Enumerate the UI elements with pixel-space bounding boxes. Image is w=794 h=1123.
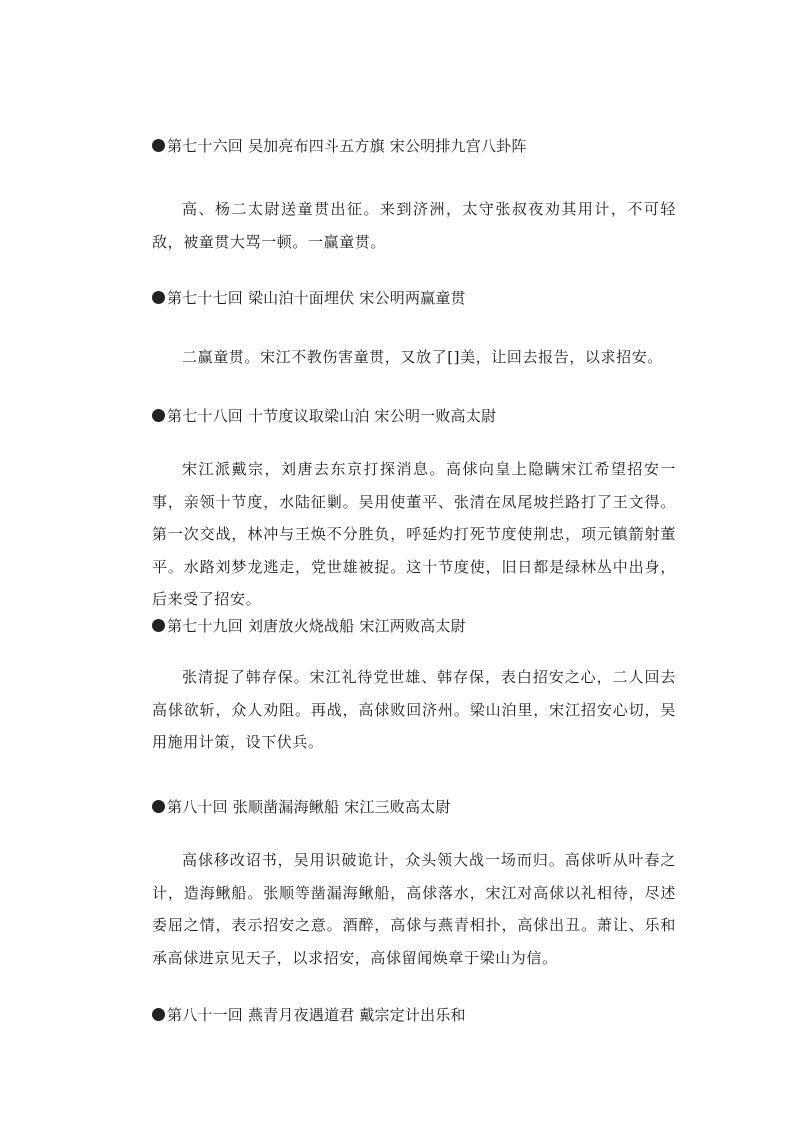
- chapter-heading-77: [152, 288, 692, 308]
- chapter-summary-78: 宋江派戴宗，刘唐去东京打探消息。高俅向皇上隐瞒宋江希望招安一事，亲领十节度，水陆征剿。吴用使董平、张清在凤尾坡拦路打了王文得。第一次交战，林冲与王焕不分胜负，呼延灼打死节度使荆忠，项元镇箭射董平。水路刘梦龙逃走，党世雄被捉。这十节度使，旧日都是绿林丛中出身，后来受了招安。: [152, 460, 676, 608]
- chapter-summary-77: 二赢童贯。宋江不教伤害童贯，又放了[]美，让回去报告，以求招安。: [182, 348, 663, 366]
- chapter-title: 第八十回 张顺凿漏海鳅船 宋江三败高太尉: [167, 798, 451, 816]
- chapter-title: 第七十八回 十节度议取梁山泊 宋公明一败高太尉: [167, 407, 497, 425]
- chapter-title: 第八十一回 燕青月夜遇道君 戴宗定计出乐和: [167, 1006, 466, 1024]
- bullet-icon: [152, 409, 165, 422]
- bullet-icon: [152, 1008, 165, 1021]
- chapter-summary-79: 张清捉了韩存保。宋江礼待党世雄、韩存保，表白招安之心，二人回去高俅欲斩，众人劝阻。再战，高俅败回济州。梁山泊里，宋江招安心切，吴用施用计策，设下伏兵。: [152, 668, 676, 751]
- chapter-heading-79: [152, 616, 692, 636]
- chapter-title: 第七十七回 梁山泊十面埋伏 宋公明两赢童贯: [167, 289, 466, 307]
- chapter-title: 第七十六回 吴加亮布四斗五方旗 宋公明排九宫八卦阵: [167, 137, 527, 155]
- bullet-icon: [152, 291, 165, 304]
- chapter-heading-80: [152, 797, 692, 817]
- chapter-summary-76: 高、杨二太尉送童贯出征。来到济洲，太守张叔夜劝其用计，不可轻敌，被童贯大骂一顿。一赢童贯。: [152, 200, 676, 251]
- bullet-icon: [152, 800, 165, 813]
- chapter-heading-81: [152, 1005, 692, 1025]
- bullet-icon: [152, 619, 165, 632]
- chapter-heading-78: [152, 406, 692, 426]
- chapter-heading-76: [152, 136, 692, 156]
- chapter-summary-80: 高俅移改诏书，吴用识破诡计，众头领大战一场而归。高俅听从叶春之计，造海鳅船。张顺等凿漏海鳅船，高俅落水，宋江对高俅以礼相待，尽述委屈之情，表示招安之意。酒醉，高俅与燕青相扑，高俅出丑。萧让、乐和承高俅进京见天子，以求招安，高俅留闻焕章于梁山为信。: [152, 851, 676, 967]
- chapter-title: 第七十九回 刘唐放火烧战船 宋江两败高太尉: [167, 617, 466, 635]
- bullet-icon: [152, 139, 165, 152]
